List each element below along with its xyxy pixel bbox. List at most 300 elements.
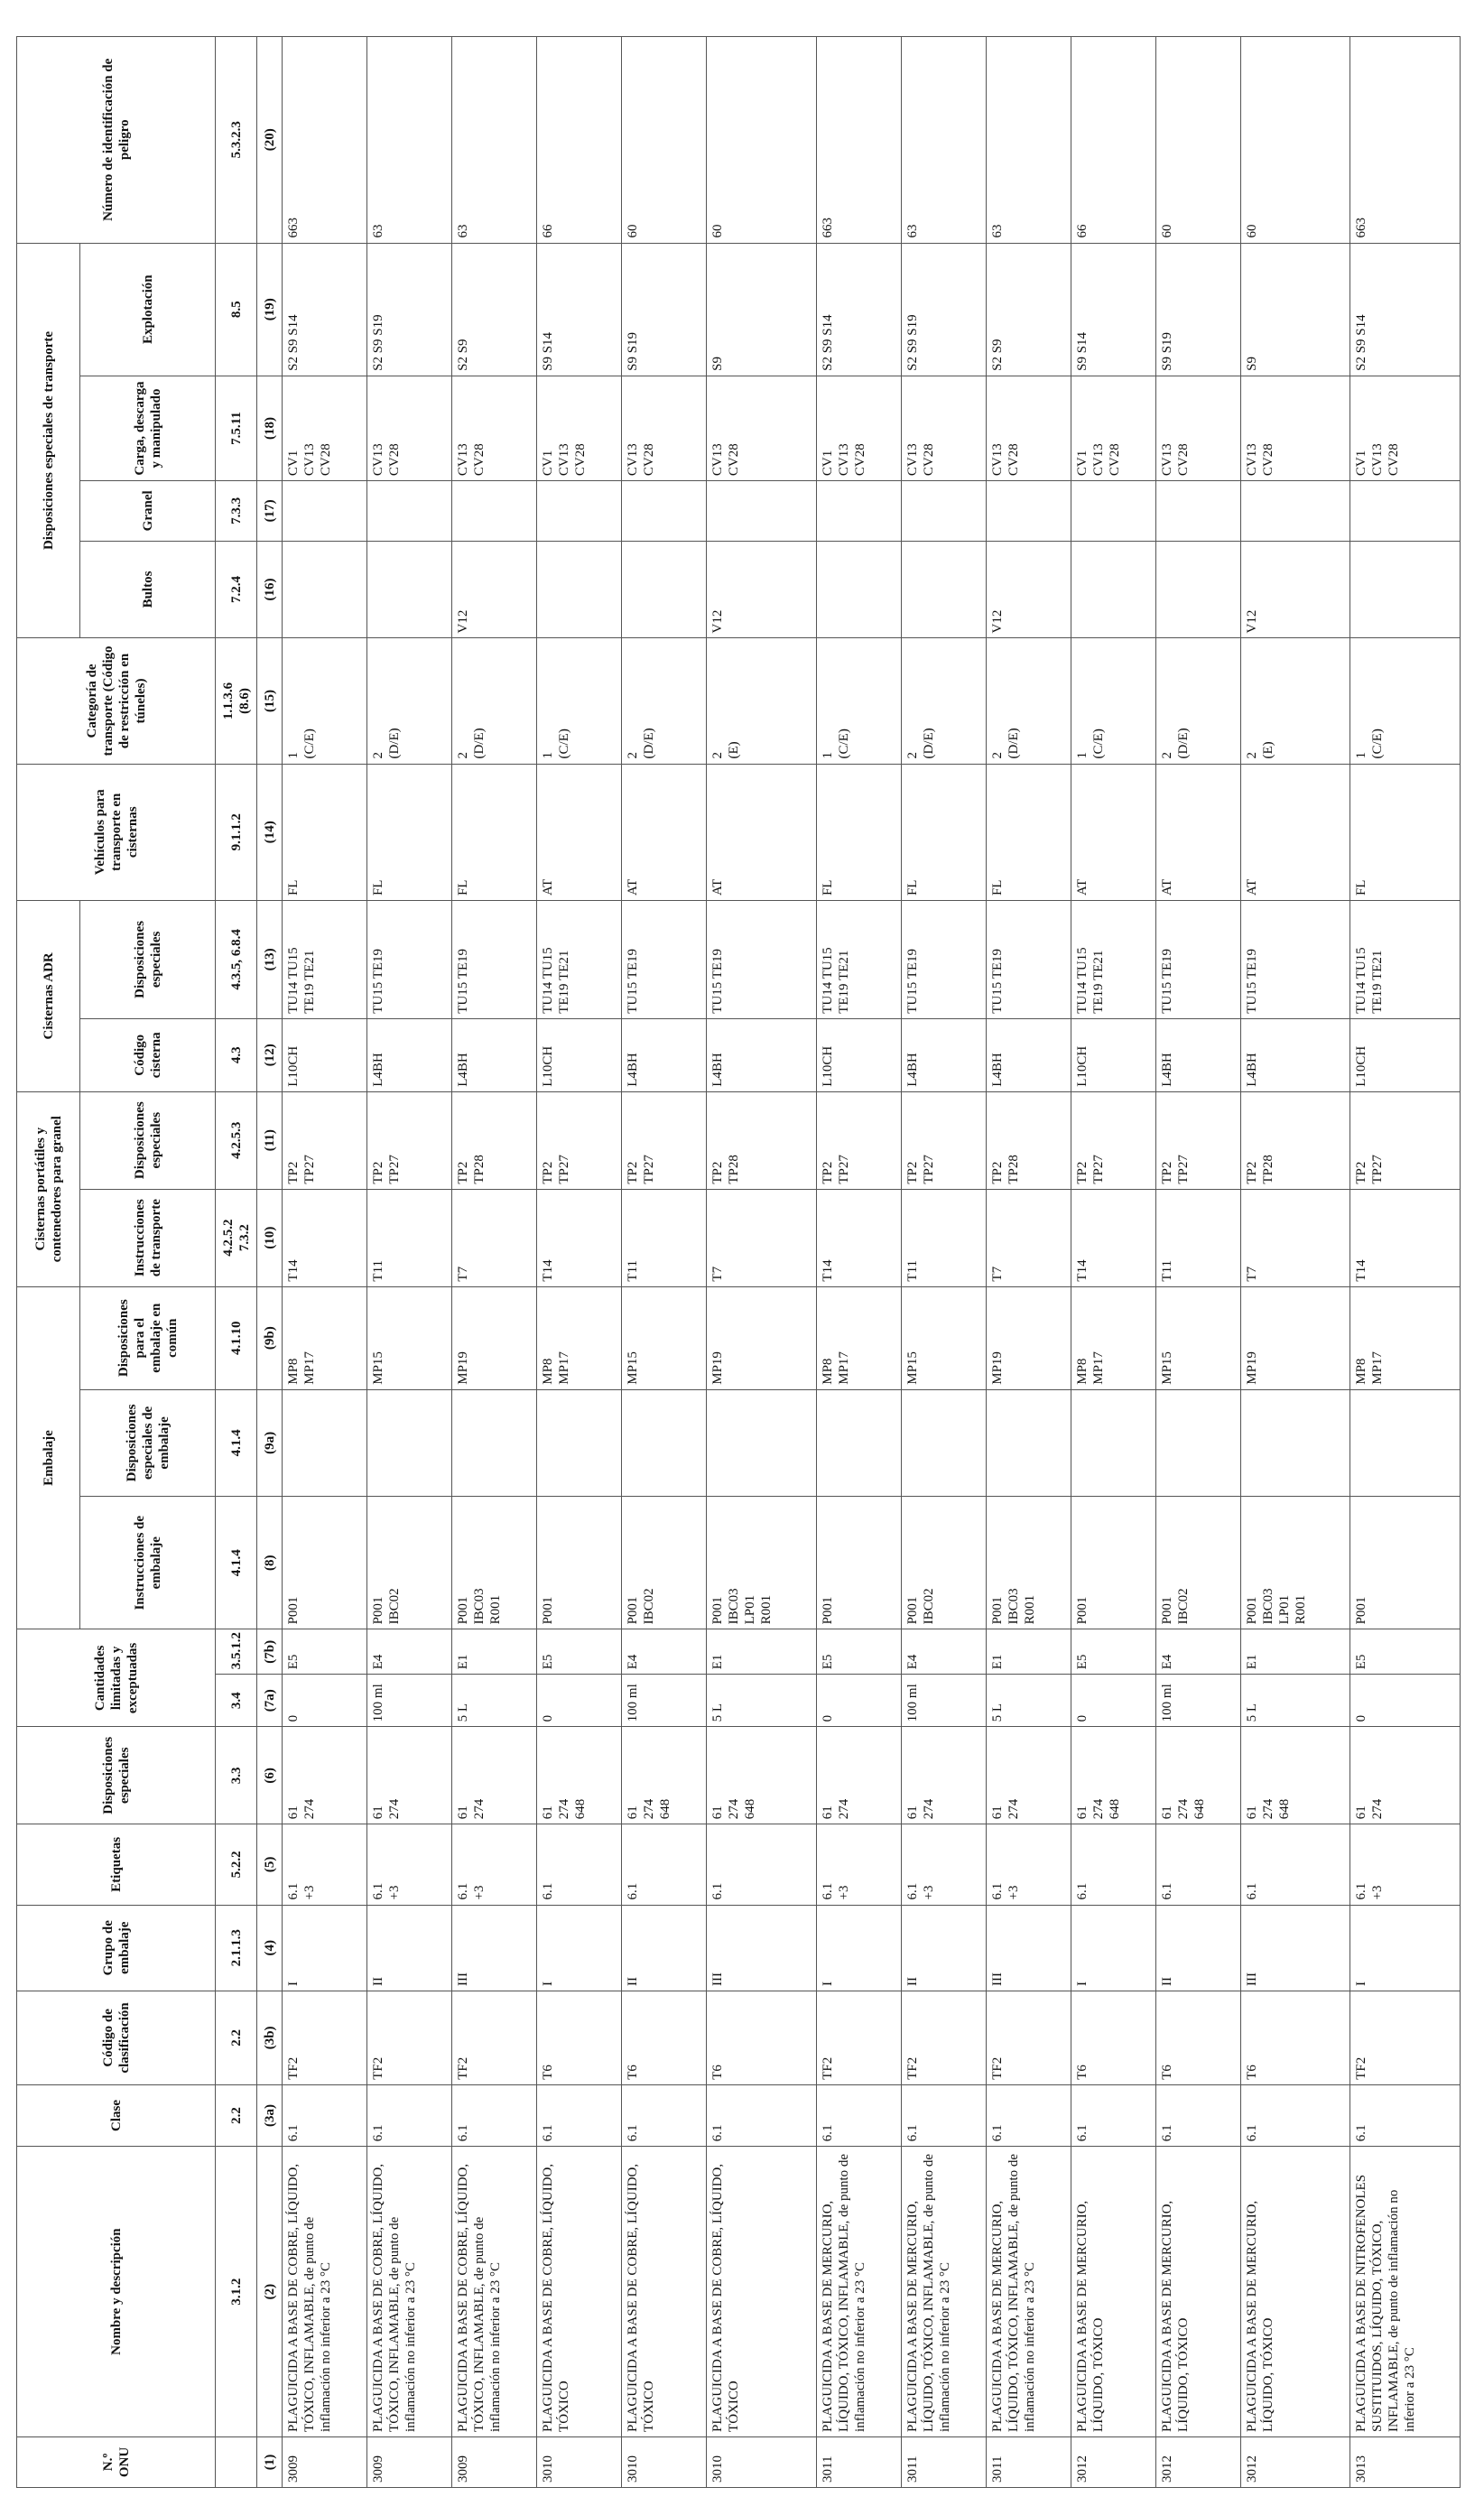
header-labels: Etiquetas	[17, 1824, 216, 1905]
table-cell: 2 (E)	[706, 638, 816, 764]
table-row	[283, 37, 367, 2488]
table-cell: II	[621, 1905, 706, 1991]
header-tank-code: Código cisterna	[80, 1018, 216, 1091]
table-cell: P001 IBC03 LP01 R001	[1240, 1497, 1350, 1629]
table-cell: 61 274	[451, 1727, 536, 1824]
table-cell: 6.1	[451, 2084, 536, 2146]
refs-cell: 2.2	[216, 1991, 257, 2084]
nums-row	[257, 37, 283, 2488]
table-cell: TU15 TE19	[1155, 901, 1240, 1019]
table-cell: P001 IBC03 R001	[986, 1497, 1071, 1629]
table-cell: 60	[1155, 37, 1240, 244]
table-cell: T7	[986, 1189, 1071, 1286]
table-row	[986, 37, 1071, 2488]
table-cell: MP15	[366, 1286, 451, 1389]
table-cell	[901, 481, 986, 541]
table-cell: MP15	[621, 1286, 706, 1389]
header-mixed-packing-provisions: Disposiciones para el embalaje en común	[80, 1286, 216, 1389]
nums-cell: (14)	[257, 764, 283, 901]
table-cell: L4BH	[1155, 1018, 1240, 1091]
table-cell: TU15 TE19	[366, 901, 451, 1019]
table-cell: T6	[1155, 1991, 1240, 2084]
header-pt-special: Disposiciones especiales	[80, 1091, 216, 1189]
table-cell: 6.1 +3	[986, 1824, 1071, 1905]
table-cell	[901, 1389, 986, 1496]
table-cell: L10CH	[816, 1018, 901, 1091]
table-cell: 6.1 +3	[451, 1824, 536, 1905]
table-cell: 1 (C/E)	[536, 638, 621, 764]
table-cell: 6.1	[1071, 2084, 1155, 2146]
substance-name-cell: PLAGUICIDA A BASE DE MERCURIO, LÍQUIDO, TÓXICO, INFLAMABLE, de punto de inflamación no inferior a 23 °C	[986, 2147, 1071, 2437]
table-cell: TP2 TP28	[1240, 1091, 1350, 1189]
header-tank-special: Disposiciones especiales	[80, 901, 216, 1019]
table-cell: 6.1	[816, 2084, 901, 2146]
refs-cell: 5.2.2	[216, 1824, 257, 1905]
table-cell: T14	[536, 1189, 621, 1286]
table-row	[816, 37, 901, 2488]
table-cell: 3010	[621, 2436, 706, 2487]
table-cell: 6.1 +3	[901, 1824, 986, 1905]
nums-cell: (8)	[257, 1497, 283, 1629]
substance-name-cell: PLAGUICIDA A BASE DE MERCURIO, LÍQUIDO, TÓXICO	[1071, 2147, 1155, 2437]
table-cell: 63	[451, 37, 536, 244]
table-cell: E1	[986, 1629, 1071, 1675]
table-cell: E1	[451, 1629, 536, 1675]
table-cell: TP2 TP28	[706, 1091, 816, 1189]
table-cell: S9 S14	[536, 243, 621, 376]
table-cell: 100 ml	[901, 1675, 986, 1727]
table-cell: S9 S14	[1071, 243, 1155, 376]
table-cell: S2 S9	[451, 243, 536, 376]
header-packaging: Embalaje	[17, 1286, 80, 1629]
table-row	[901, 37, 986, 2488]
table-cell: I	[1350, 1905, 1461, 1991]
substance-name-cell: PLAGUICIDA A BASE DE NITROFENOLES SUSTITUIDOS, LÍQUIDO, TÓXICO, INFLAMABLE, de punto de inflamación no inferior a 23 °C	[1350, 2147, 1461, 2437]
header-vehicle: Vehículos para transporte en cisternas	[17, 764, 216, 901]
table-cell: FL	[816, 764, 901, 901]
substance-name-cell: PLAGUICIDA A BASE DE COBRE, LÍQUIDO, TÓXICO	[621, 2147, 706, 2437]
table-cell: P001 IBC02	[901, 1497, 986, 1629]
refs-cell	[216, 2436, 257, 2487]
table-row	[536, 37, 621, 2488]
table-cell	[536, 481, 621, 541]
table-cell: E4	[366, 1629, 451, 1675]
table-cell: 61 274	[986, 1727, 1071, 1824]
nums-cell: (15)	[257, 638, 283, 764]
table-cell: 63	[366, 37, 451, 244]
table-cell: 0	[536, 1675, 621, 1727]
table-cell: T6	[621, 1991, 706, 2084]
table-cell	[1071, 541, 1155, 638]
table-cell: 2 (D/E)	[1155, 638, 1240, 764]
table-row	[451, 37, 536, 2488]
nums-cell: (7b)	[257, 1629, 283, 1675]
table-cell: 3011	[986, 2436, 1071, 2487]
table-cell	[366, 1389, 451, 1496]
table-cell: 100 ml	[1155, 1675, 1240, 1727]
table-cell: MP15	[1155, 1286, 1240, 1389]
table-cell: 6.1	[621, 2084, 706, 2146]
substance-name-cell: PLAGUICIDA A BASE DE COBRE, LÍQUIDO, TÓXICO, INFLAMABLE, de punto de inflamación no inferior a 23 °C	[366, 2147, 451, 2437]
table-cell: III	[451, 1905, 536, 1991]
header-classification-code: Código de clasificación	[17, 1991, 216, 2084]
nums-cell: (6)	[257, 1727, 283, 1824]
nums-cell: (1)	[257, 2436, 283, 2487]
table-cell: TU15 TE19	[451, 901, 536, 1019]
nums-cell: (13)	[257, 901, 283, 1019]
refs-cell: 4.3	[216, 1018, 257, 1091]
table-cell: 60	[706, 37, 816, 244]
table-cell	[621, 1389, 706, 1496]
table-cell: 0	[1350, 1675, 1461, 1727]
table-cell: 61 274	[1350, 1727, 1461, 1824]
table-cell: CV13 CV28	[1240, 376, 1350, 480]
table-cell: 6.1	[536, 1824, 621, 1905]
table-cell	[536, 1389, 621, 1496]
refs-cell: 3.4	[216, 1675, 257, 1727]
nums-cell: (10)	[257, 1189, 283, 1286]
table-cell: T14	[816, 1189, 901, 1286]
table-cell: CV1 CV13 CV28	[536, 376, 621, 480]
header-operation: Explotación	[80, 243, 216, 376]
table-cell: T7	[451, 1189, 536, 1286]
table-cell: S9 S19	[1155, 243, 1240, 376]
table-cell: MP19	[1240, 1286, 1350, 1389]
table-cell: 1 (C/E)	[1350, 638, 1461, 764]
table-cell: 3012	[1071, 2436, 1155, 2487]
table-cell: TP2 TP27	[816, 1091, 901, 1189]
table-cell: I	[283, 1905, 367, 1991]
table-cell: P001	[283, 1497, 367, 1629]
refs-cell: 9.1.1.2	[216, 764, 257, 901]
table-cell: TP2 TP27	[1071, 1091, 1155, 1189]
header-special-packing-provisions: Disposiciones especiales de embalaje	[80, 1389, 216, 1496]
table-cell: MP19	[706, 1286, 816, 1389]
table-cell: 2 (E)	[1240, 638, 1350, 764]
refs-cell: 8.5	[216, 243, 257, 376]
table-cell: TF2	[816, 1991, 901, 2084]
table-cell: CV13 CV28	[986, 376, 1071, 480]
table-cell: 3012	[1240, 2436, 1350, 2487]
table-row	[366, 37, 451, 2488]
header-packing-group: Grupo de embalaje	[17, 1905, 216, 1991]
table-cell	[283, 481, 367, 541]
refs-cell: 3.1.2	[216, 2147, 257, 2437]
table-cell: AT	[1155, 764, 1240, 901]
table-cell: P001	[536, 1497, 621, 1629]
refs-cell: 2.2	[216, 2084, 257, 2146]
table-cell: E1	[706, 1629, 816, 1675]
table-cell: 1 (C/E)	[1071, 638, 1155, 764]
table-cell	[1155, 481, 1240, 541]
table-cell: AT	[536, 764, 621, 901]
table-cell: V12	[706, 541, 816, 638]
table-cell: CV13 CV28	[366, 376, 451, 480]
table-cell: AT	[706, 764, 816, 901]
table-cell: 63	[901, 37, 986, 244]
table-cell: S9	[1240, 243, 1350, 376]
table-cell	[283, 541, 367, 638]
table-cell: 6.1 +3	[366, 1824, 451, 1905]
table-cell: II	[1155, 1905, 1240, 1991]
table-cell: 2 (D/E)	[366, 638, 451, 764]
table-cell: CV13 CV28	[901, 376, 986, 480]
dangerous-goods-table	[16, 36, 1461, 2488]
table-cell	[366, 481, 451, 541]
table-cell	[1071, 481, 1155, 541]
table-cell	[1350, 541, 1461, 638]
table-cell: 6.1	[1155, 2084, 1240, 2146]
table-cell: 60	[621, 37, 706, 244]
table-cell: 63	[986, 37, 1071, 244]
table-cell: 663	[1350, 37, 1461, 244]
table-cell: 3009	[451, 2436, 536, 2487]
table-cell: 3010	[706, 2436, 816, 2487]
nums-cell: (7a)	[257, 1675, 283, 1727]
table-cell: P001 IBC02	[1155, 1497, 1240, 1629]
table-cell: 66	[536, 37, 621, 244]
table-cell	[451, 1389, 536, 1496]
table-cell	[1155, 541, 1240, 638]
header-un-no: N.º ONU	[17, 2436, 216, 2487]
table-cell: E4	[621, 1629, 706, 1675]
table-cell: E4	[901, 1629, 986, 1675]
table-cell: MP15	[901, 1286, 986, 1389]
table-cell	[816, 541, 901, 638]
refs-cell: 1.1.3.6 (8.6)	[216, 638, 257, 764]
table-cell	[816, 481, 901, 541]
nums-cell: (2)	[257, 2147, 283, 2437]
nums-cell: (9b)	[257, 1286, 283, 1389]
table-cell	[706, 1389, 816, 1496]
substance-name-cell: PLAGUICIDA A BASE DE COBRE, LÍQUIDO, TÓXICO, INFLAMABLE, de punto de inflamación no inferior a 23 °C	[451, 2147, 536, 2437]
table-cell: 2 (D/E)	[986, 638, 1071, 764]
table-cell: 6.1	[1240, 1824, 1350, 1905]
table-cell: T11	[621, 1189, 706, 1286]
table-cell: L10CH	[1350, 1018, 1461, 1091]
table-cell: FL	[366, 764, 451, 901]
table-cell: P001	[816, 1497, 901, 1629]
table-cell: 61 274	[283, 1727, 367, 1824]
table-cell: TU14 TU15 TE19 TE21	[1350, 901, 1461, 1019]
table-row	[1240, 37, 1350, 2488]
table-cell: CV1 CV13 CV28	[283, 376, 367, 480]
header-pt-instructions: Instrucciones de transporte	[80, 1189, 216, 1286]
nums-cell: (16)	[257, 541, 283, 638]
table-cell: L4BH	[366, 1018, 451, 1091]
table-cell: S2 S9 S19	[366, 243, 451, 376]
header-name: Nombre y descripción	[17, 2147, 216, 2437]
table-cell: CV1 CV13 CV28	[1350, 376, 1461, 480]
table-cell: TP2 TP28	[986, 1091, 1071, 1189]
header-limited-excepted: Cantidades limitadas y exceptuadas	[17, 1629, 216, 1727]
table-cell: CV13 CV28	[1155, 376, 1240, 480]
table-cell: 6.1	[1071, 1824, 1155, 1905]
refs-cell: 4.1.4	[216, 1389, 257, 1496]
table-cell: TU14 TU15 TE19 TE21	[1071, 901, 1155, 1019]
table-cell: MP8 MP17	[816, 1286, 901, 1389]
substance-name-cell: PLAGUICIDA A BASE DE COBRE, LÍQUIDO, TÓXICO	[706, 2147, 816, 2437]
table-cell: 2 (D/E)	[901, 638, 986, 764]
table-cell: I	[1071, 1905, 1155, 1991]
table-cell: CV13 CV28	[706, 376, 816, 480]
table-cell: 5 L	[1240, 1675, 1350, 1727]
table-cell: 5 L	[706, 1675, 816, 1727]
table-cell: P001	[1071, 1497, 1155, 1629]
table-cell: TP2 TP27	[366, 1091, 451, 1189]
nums-cell: (18)	[257, 376, 283, 480]
table-cell: AT	[621, 764, 706, 901]
table-cell: 6.1 +3	[283, 1824, 367, 1905]
nums-cell: (9a)	[257, 1389, 283, 1496]
table-row	[1155, 37, 1240, 2488]
refs-cell: 4.1.10	[216, 1286, 257, 1389]
table-cell: V12	[986, 541, 1071, 638]
table-cell: III	[706, 1905, 816, 1991]
table-cell	[536, 541, 621, 638]
table-cell: 6.1 +3	[1350, 1824, 1461, 1905]
refs-cell: 4.2.5.2 7.3.2	[216, 1189, 257, 1286]
header-portable-tanks: Cisternas portátiles y contenedores para granel	[17, 1091, 80, 1286]
table-cell: TF2	[986, 1991, 1071, 2084]
nums-cell: (19)	[257, 243, 283, 376]
table-cell: 61 274 648	[1155, 1727, 1240, 1824]
table-cell: III	[986, 1905, 1071, 1991]
nums-cell: (3a)	[257, 2084, 283, 2146]
table-cell: FL	[986, 764, 1071, 901]
table-cell: 66	[1071, 37, 1155, 244]
refs-cell: 5.3.2.3	[216, 37, 257, 244]
table-cell: TU15 TE19	[1240, 901, 1350, 1019]
header-loading: Carga, descarga y manipulado	[80, 376, 216, 480]
table-cell: III	[1240, 1905, 1350, 1991]
refs-cell: 7.3.3	[216, 481, 257, 541]
table-cell: T6	[536, 1991, 621, 2084]
refs-cell: 7.2.4	[216, 541, 257, 638]
table-cell: CV1 CV13 CV28	[816, 376, 901, 480]
table-cell: 0	[816, 1675, 901, 1727]
table-cell: FL	[901, 764, 986, 901]
table-cell: II	[901, 1905, 986, 1991]
table-cell: E5	[1071, 1629, 1155, 1675]
table-cell: E5	[536, 1629, 621, 1675]
table-cell: MP19	[986, 1286, 1071, 1389]
refs-cell: 3.3	[216, 1727, 257, 1824]
table-cell: L4BH	[901, 1018, 986, 1091]
table-cell: AT	[1071, 764, 1155, 901]
table-cell: MP8 MP17	[1071, 1286, 1155, 1389]
header-packing-instructions: Instrucciones de embalaje	[80, 1497, 216, 1629]
table-cell: 3013	[1350, 2436, 1461, 2487]
table-cell: TF2	[366, 1991, 451, 2084]
table-cell	[283, 1389, 367, 1496]
table-cell: T14	[283, 1189, 367, 1286]
nums-cell: (4)	[257, 1905, 283, 1991]
table-cell: 61 274 648	[621, 1727, 706, 1824]
table-cell: 6.1	[986, 2084, 1071, 2146]
table-cell: II	[366, 1905, 451, 1991]
table-cell: TP2 TP27	[536, 1091, 621, 1189]
table-cell: 5 L	[451, 1675, 536, 1727]
substance-name-cell: PLAGUICIDA A BASE DE MERCURIO, LÍQUIDO, TÓXICO	[1240, 2147, 1350, 2437]
table-cell: V12	[451, 541, 536, 638]
table-cell: TF2	[451, 1991, 536, 2084]
header-hazard-id: Número de identificación de peligro	[17, 37, 216, 244]
nums-cell: (20)	[257, 37, 283, 244]
table-cell: 61 274 648	[536, 1727, 621, 1824]
table-cell: L4BH	[451, 1018, 536, 1091]
table-cell: T6	[1071, 1991, 1155, 2084]
table-cell: L10CH	[1071, 1018, 1155, 1091]
table-cell: 61 274	[816, 1727, 901, 1824]
table-cell: V12	[1240, 541, 1350, 638]
table-cell: TU14 TU15 TE19 TE21	[536, 901, 621, 1019]
table-cell: E5	[816, 1629, 901, 1675]
table-cell: L4BH	[706, 1018, 816, 1091]
substance-name-cell: PLAGUICIDA A BASE DE MERCURIO, LÍQUIDO, TÓXICO, INFLAMABLE, de punto de inflamación no inferior a 23 °C	[816, 2147, 901, 2437]
table-cell: MP8 MP17	[1350, 1286, 1461, 1389]
table-cell	[1350, 1389, 1461, 1496]
table-row	[1350, 37, 1461, 2488]
table-cell: CV13 CV28	[451, 376, 536, 480]
table-cell: S9	[706, 243, 816, 376]
table-cell: I	[816, 1905, 901, 1991]
table-cell: TF2	[901, 1991, 986, 2084]
table-cell: 61 274 648	[1071, 1727, 1155, 1824]
table-cell: 3010	[536, 2436, 621, 2487]
table-cell	[1155, 1389, 1240, 1496]
nums-cell: (12)	[257, 1018, 283, 1091]
table-cell: S9 S19	[621, 243, 706, 376]
table-cell: TP2 TP27	[283, 1091, 367, 1189]
header-transport-category: Categoría de transporte (Código de restricción en túneles)	[17, 638, 216, 764]
table-cell: TU15 TE19	[621, 901, 706, 1019]
table-cell	[816, 1389, 901, 1496]
table-cell: 61 274	[901, 1727, 986, 1824]
table-cell: T14	[1350, 1189, 1461, 1286]
table-cell: TU15 TE19	[986, 901, 1071, 1019]
table-cell: 100 ml	[621, 1675, 706, 1727]
substance-name-cell: PLAGUICIDA A BASE DE COBRE, LÍQUIDO, TÓXICO, INFLAMABLE, de punto de inflamación no inferior a 23 °C	[283, 2147, 367, 2437]
table-cell: TP2 TP28	[451, 1091, 536, 1189]
table-cell: E5	[283, 1629, 367, 1675]
table-cell: MP8 MP17	[283, 1286, 367, 1389]
table-cell: P001 IBC02	[621, 1497, 706, 1629]
table-cell: FL	[283, 764, 367, 901]
substance-name-cell: PLAGUICIDA A BASE DE COBRE, LÍQUIDO, TÓXICO	[536, 2147, 621, 2437]
table-cell: T11	[1155, 1189, 1240, 1286]
table-row	[1071, 37, 1155, 2488]
table-cell: P001	[1350, 1497, 1461, 1629]
table-cell: MP19	[451, 1286, 536, 1389]
table-cell: 60	[1240, 37, 1350, 244]
table-cell: 0	[283, 1675, 367, 1727]
table-cell	[1240, 481, 1350, 541]
table-cell: 1 (C/E)	[283, 638, 367, 764]
table-cell	[1071, 1389, 1155, 1496]
header-special-provisions: Disposiciones especiales	[17, 1727, 216, 1824]
table-cell: 6.1	[706, 1824, 816, 1905]
table-cell: T11	[901, 1189, 986, 1286]
refs-cell: 2.1.1.3	[216, 1905, 257, 1991]
table-cell: P001 IBC03 LP01 R001	[706, 1497, 816, 1629]
table-cell: 3009	[366, 2436, 451, 2487]
refs-cell: 4.2.5.3	[216, 1091, 257, 1189]
header-bulk: Granel	[80, 481, 216, 541]
table-row	[621, 37, 706, 2488]
table-cell	[986, 1389, 1071, 1496]
table-cell: 663	[816, 37, 901, 244]
